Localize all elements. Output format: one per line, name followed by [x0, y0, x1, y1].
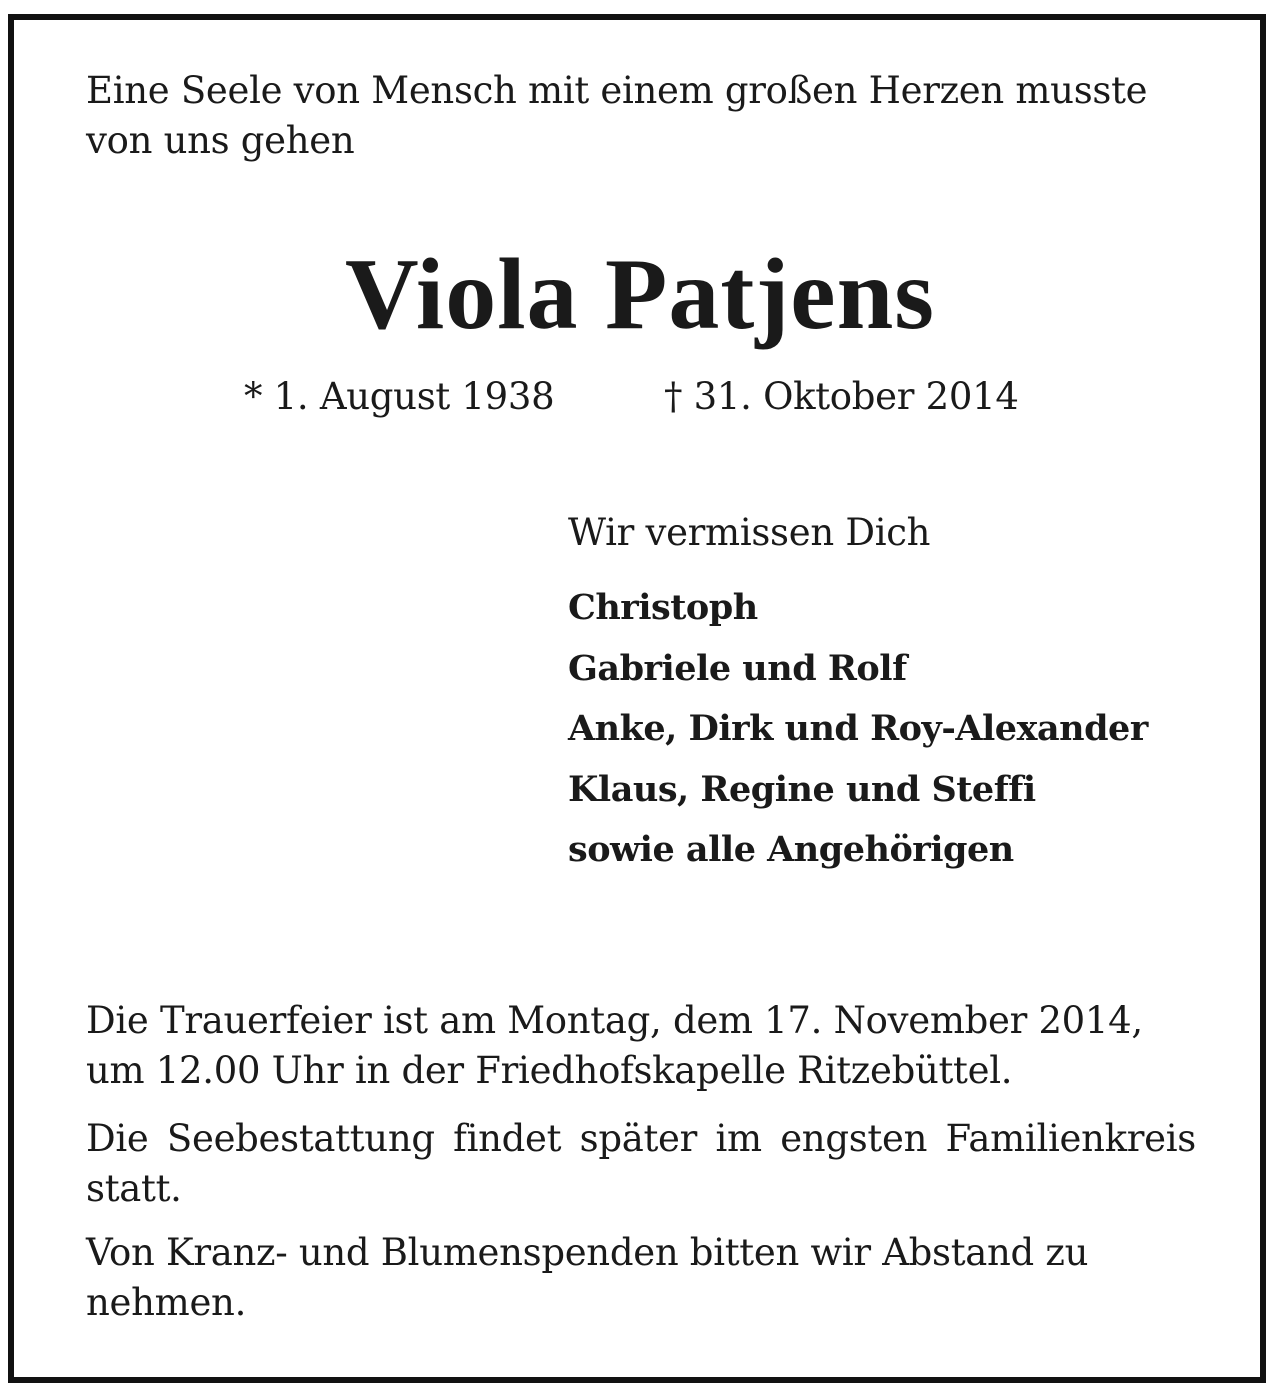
- intro-text: Eine Seele von Mensch mit einem großen Herzen musste von uns gehen: [86, 69, 1148, 162]
- mourner-list: [568, 578, 1258, 881]
- mourner-name: Gabriele und Rolf: [568, 647, 907, 689]
- flowers-notice: Von Kranz- und Blumenspenden bitten wir Abstand zu nehmen.: [86, 1231, 1089, 1324]
- mourners-block: [568, 508, 1258, 881]
- mourner-name: sowie alle Angehörigen: [568, 829, 1014, 870]
- mourner-name: Anke, Dirk und Roy-Alexander: [568, 708, 1148, 749]
- sea-burial-notice: Die Seebestattung findet später im engsten Familienkreis statt.: [86, 1117, 1196, 1210]
- mourners-heading: Wir vermissen Dich: [568, 511, 931, 554]
- mourner-name: Klaus, Regine und Steffi: [568, 768, 1036, 810]
- death-date: † 31. Oktober 2014: [664, 375, 1019, 418]
- mourner-name: Christoph: [568, 587, 758, 628]
- funeral-service-notice: Die Trauerfeier ist am Montag, dem 17. November 2014, um 12.00 Uhr in der Friedhofskapelle Ritzebüttel.: [86, 999, 1143, 1092]
- deceased-name: Viola Patjens: [345, 238, 935, 351]
- birth-date: * 1. August 1938: [244, 375, 555, 418]
